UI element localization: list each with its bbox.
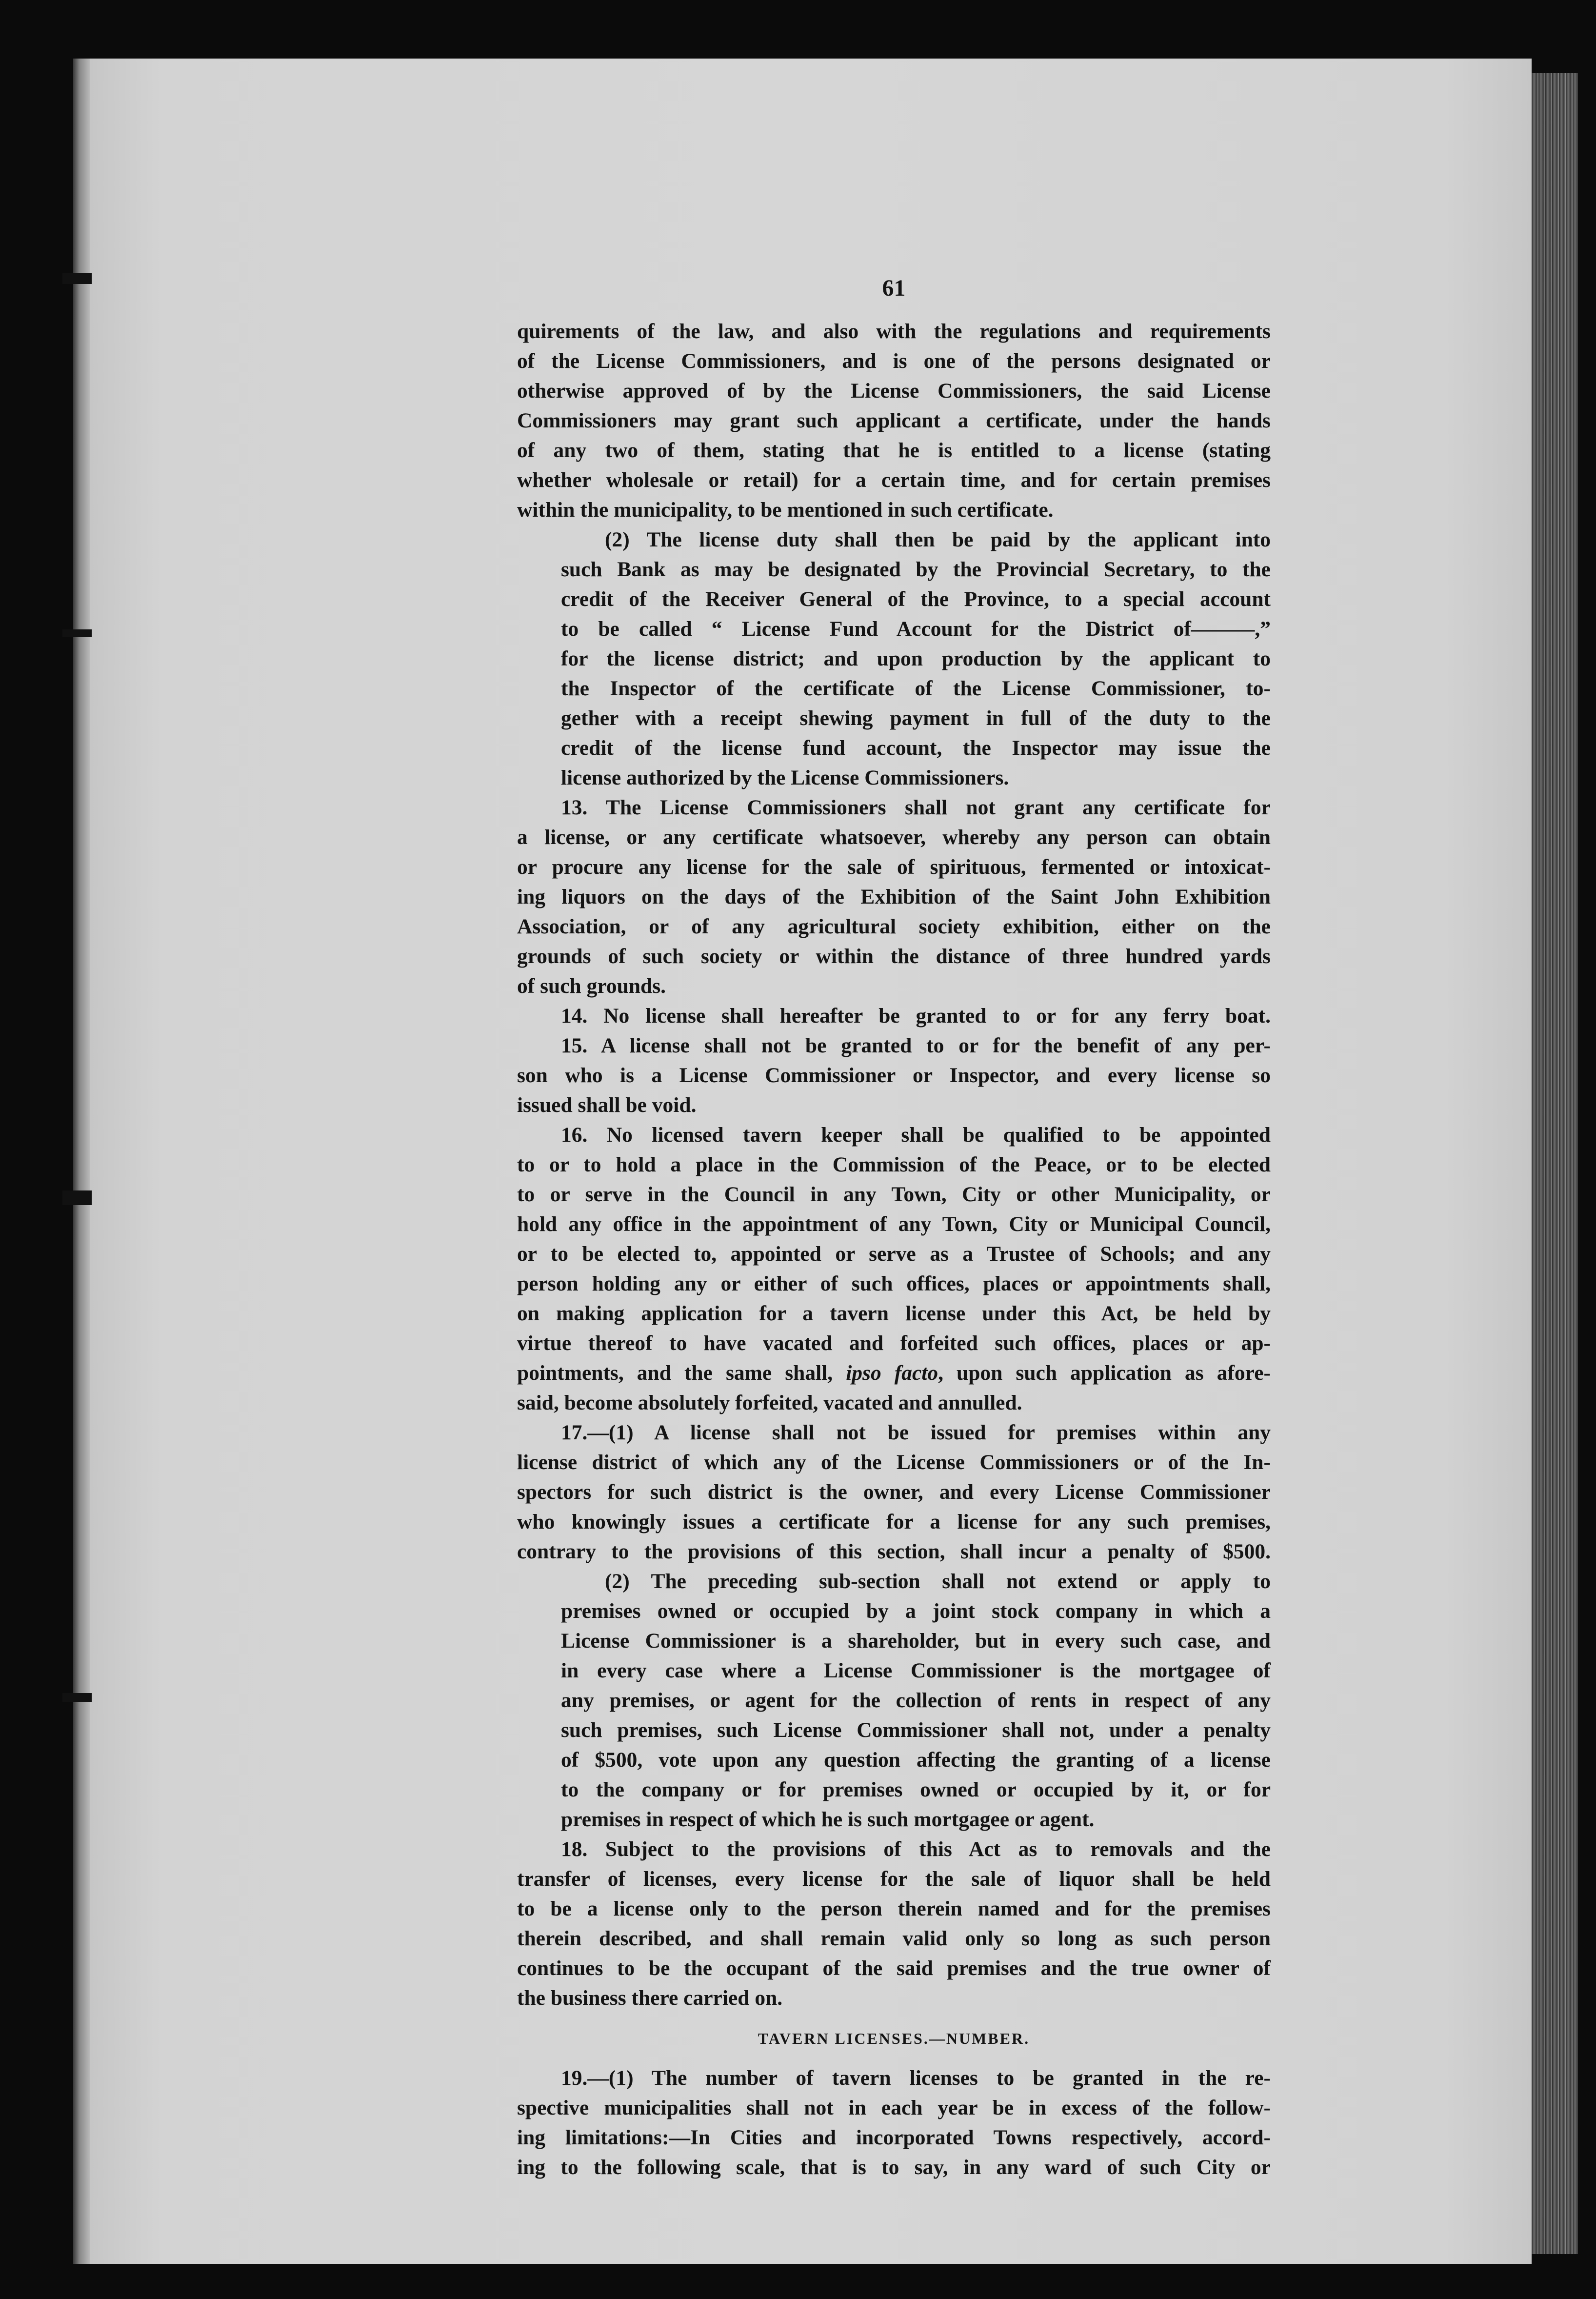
binding-mark <box>62 629 92 637</box>
subsection-12-2 <box>517 525 1271 793</box>
text-line: to or serve in the Council in any Town, City or other Municipality, or <box>517 1183 1271 1206</box>
text-line: License Commissioner is a shareholder, but in every such case, and <box>561 1629 1271 1653</box>
text-line: quirements of the law, and also with the regulations and requirements <box>517 320 1271 343</box>
text-line: spective municipalities shall not in each year be in excess of the follow- <box>517 2096 1271 2119</box>
section-heading: TAVERN LICENSES.—NUMBER. <box>758 2030 1030 2047</box>
text-line: of any two of them, stating that he is entitled to a license (stating <box>517 439 1271 462</box>
text-line: any premises, or agent for the collection of rents in respect of any <box>561 1689 1271 1712</box>
section-19 <box>517 2063 1271 2182</box>
binding-edge <box>73 59 90 2264</box>
text-line: within the municipality, to be mentioned in such certificate. <box>517 498 1054 522</box>
section-15 <box>517 1031 1271 1120</box>
text-line: continues to be the occupant of the said premises and the true owner of <box>517 1956 1271 1980</box>
text-line: whether wholesale or retail) for a certain time, and for certain premises <box>517 468 1271 492</box>
text-line: Association, or of any agricultural society exhibition, either on the <box>517 915 1271 938</box>
text-line: spectors for such district is the owner, and every License Commissioner <box>517 1480 1271 1504</box>
text-line: for the license district; and upon production by the applicant to <box>561 647 1271 670</box>
text-line: contrary to the provisions of this section, shall incur a penalty of $500. <box>517 1540 1271 1563</box>
text-line: 15. A license shall not be granted to or for the benefit of any per- <box>561 1034 1271 1057</box>
text-line: license district of which any of the License Commissioners or of the In- <box>517 1451 1271 1474</box>
text-line: premises owned or occupied by a joint stock company in which a <box>561 1599 1271 1623</box>
section-13 <box>517 793 1271 1001</box>
section-17-1 <box>517 1418 1271 1567</box>
text-line: hold any office in the appointment of any Town, City or Municipal Council, <box>517 1212 1271 1236</box>
text-line: to be called “ License Fund Account for the District of———,” <box>561 617 1271 641</box>
text-line: ing liquors on the days of the Exhibition of the Saint John Exhibition <box>517 885 1271 908</box>
text-line: who knowingly issues a certificate for a license for any such premises, <box>517 1510 1271 1533</box>
text-line: issued shall be void. <box>517 1093 697 1117</box>
binding-mark <box>62 273 92 284</box>
text-line: (2) The preceding sub-section shall not extend or apply to <box>605 1570 1271 1593</box>
section-14 <box>517 1001 1271 1031</box>
text-line: of $500, vote upon any question affecting the granting of a license <box>561 1748 1271 1772</box>
text-line: transfer of licenses, every license for the sale of liquor shall be held <box>517 1867 1271 1891</box>
text-line: license authorized by the License Commissioners. <box>561 766 1009 789</box>
text-line: son who is a License Commissioner or Inspector, and every license so <box>517 1064 1271 1087</box>
text-line: gether with a receipt shewing payment in full of the duty to the <box>561 706 1271 730</box>
binding-mark <box>62 1693 92 1702</box>
text-line <box>517 1358 1271 1388</box>
text-line: virtue thereof to have vacated and forfeited such offices, places or ap- <box>517 1331 1271 1355</box>
text-block <box>517 273 1271 2182</box>
text-line: on making application for a tavern license under this Act, be held by <box>517 1302 1271 1325</box>
text-line: 14. No license shall hereafter be granted to or for any ferry boat. <box>561 1004 1271 1028</box>
text-fragment: , upon such application as afore- <box>938 1361 1271 1385</box>
text-line: credit of the Receiver General of the Province, to a special account <box>561 587 1271 611</box>
text-line: ing to the following scale, that is to say, in any ward of such City or <box>517 2156 1271 2179</box>
text-line: Commissioners may grant such applicant a certificate, under the hands <box>517 409 1271 432</box>
section-16 <box>517 1120 1271 1418</box>
text-line: the business there carried on. <box>517 1986 783 2010</box>
text-line: 13. The License Commissioners shall not grant any certificate for <box>561 796 1271 819</box>
text-line: 17.—(1) A license shall not be issued for premises within any <box>561 1421 1271 1444</box>
text-line: such premises, such License Commissioner shall not, under a penalty <box>561 1718 1271 1742</box>
text-fragment: pointments, and the same shall, <box>517 1361 833 1385</box>
text-line: 16. No licensed tavern keeper shall be qualified to be appointed <box>561 1123 1271 1147</box>
page-number: 61 <box>882 275 906 301</box>
text-line: credit of the license fund account, the Inspector may issue the <box>561 736 1271 760</box>
text-line: 19.—(1) The number of tavern licenses to be granted in the re- <box>561 2066 1271 2090</box>
text-line: otherwise approved of by the License Commissioners, the said License <box>517 379 1271 403</box>
text-line: the Inspector of the certificate of the License Commissioner, to- <box>561 677 1271 700</box>
text-line: grounds of such society or within the distance of three hundred yards <box>517 945 1271 968</box>
section-12-continued <box>517 317 1271 525</box>
text-line: such Bank as may be designated by the Provincial Secretary, to the <box>561 558 1271 581</box>
text-line: of such grounds. <box>517 974 666 998</box>
text-line: to be a license only to the person therein named and for the premises <box>517 1897 1271 1920</box>
text-line: ing limitations:—In Cities and incorporated Towns respectively, accord- <box>517 2126 1271 2149</box>
text-line: (2) The license duty shall then be paid by the applicant into <box>605 528 1271 551</box>
text-line: premises in respect of which he is such mortgagee or agent. <box>561 1808 1095 1831</box>
text-line: to or to hold a place in the Commission of the Peace, or to be elected <box>517 1153 1271 1176</box>
page-stack-edge <box>1532 73 1578 2254</box>
section-18 <box>517 1835 1271 2013</box>
subsection-17-2 <box>517 1567 1271 1835</box>
text-line: to the company or for premises owned or occupied by it, or for <box>561 1778 1271 1801</box>
text-line: 18. Subject to the provisions of this Act as to removals and the <box>561 1837 1271 1861</box>
text-line: a license, or any certificate whatsoever, whereby any person can obtain <box>517 826 1271 849</box>
binding-mark <box>62 1190 92 1205</box>
text-line: said, become absolutely forfeited, vacated and annulled. <box>517 1391 1022 1414</box>
text-line: or procure any license for the sale of spirituous, fermented or intoxicat- <box>517 855 1271 879</box>
text-line: in every case where a License Commissioner is the mortgagee of <box>561 1659 1271 1682</box>
text-line: therein described, and shall remain valid only so long as such person <box>517 1927 1271 1950</box>
latin-phrase: ipso facto <box>846 1361 938 1385</box>
text-line: or to be elected to, appointed or serve as a Trustee of Schools; and any <box>517 1242 1271 1266</box>
text-line: of the License Commissioners, and is one of the persons designated or <box>517 349 1271 373</box>
text-line: person holding any or either of such offices, places or appointments shall, <box>517 1272 1271 1295</box>
